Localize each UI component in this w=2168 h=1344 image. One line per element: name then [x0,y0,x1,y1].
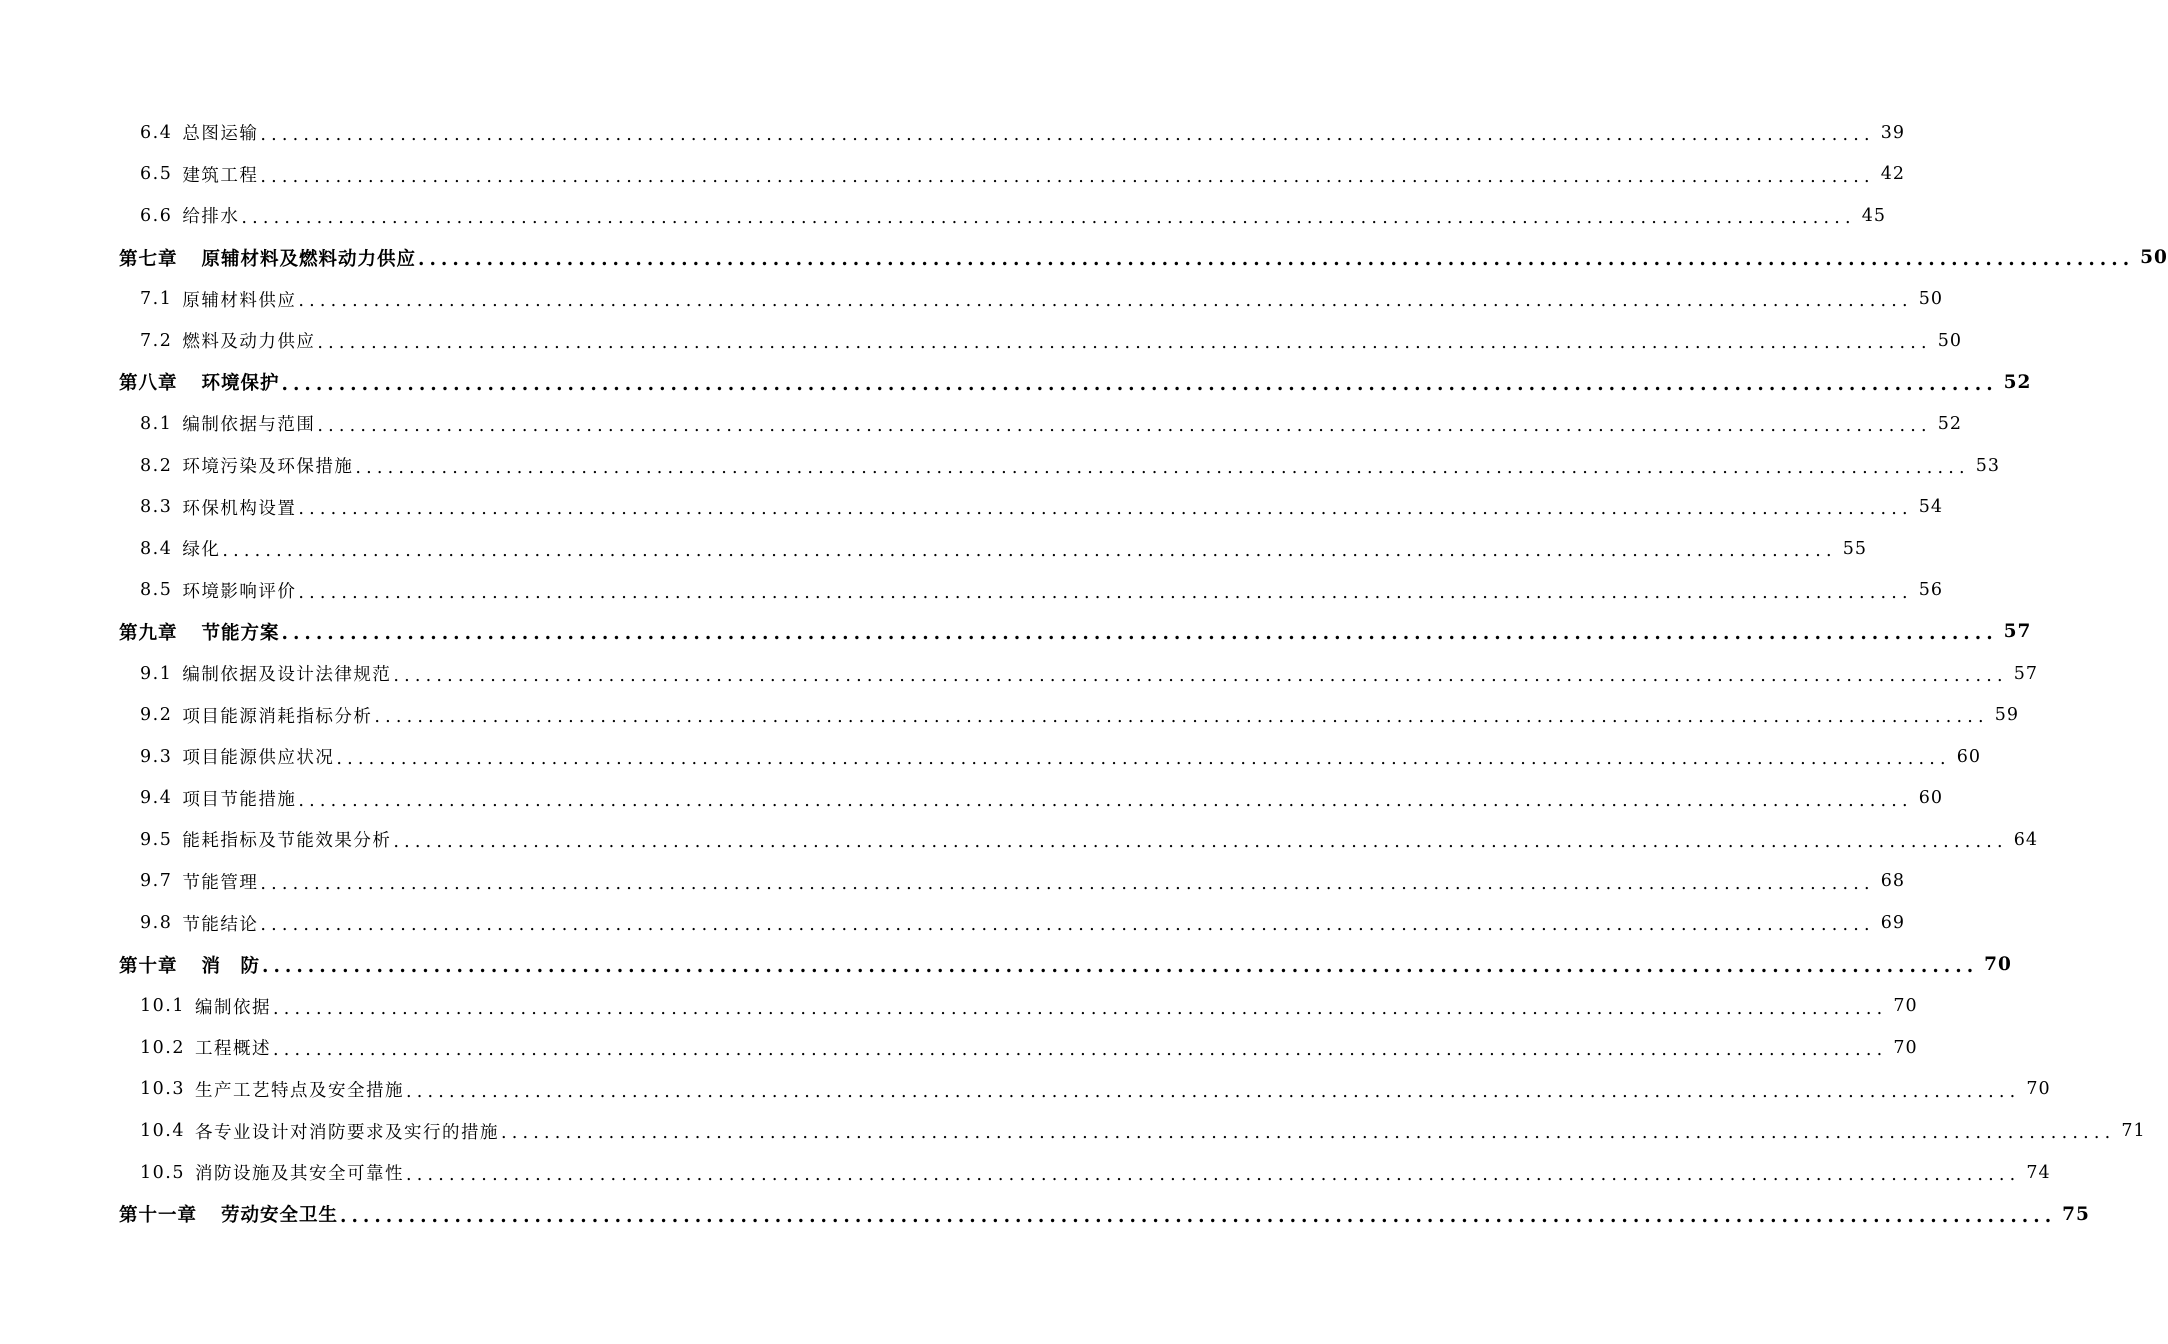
toc-entry-title: 工程概述 [194,1039,271,1060]
toc-section-entry[interactable] [0,736,1982,778]
toc-dot-leader: ...................................................................................................................................................... [298,790,1913,811]
toc-entry-number: 第九章 [119,622,178,644]
toc-entry-page: 70 [1984,954,2012,976]
toc-section-entry[interactable] [0,902,1906,944]
toc-dot-leader: ...................................................................................................................................................... [262,955,1979,977]
toc-entry-number: 10.5 [140,1162,185,1183]
toc-entry-number: 9.1 [140,663,173,684]
toc-section-entry[interactable] [0,1152,2051,1194]
toc-entry-number: 7.2 [140,330,173,351]
toc-chapter-entry[interactable] [0,611,2032,653]
toc-entry-page: 57 [2013,663,2039,684]
toc-entry-page: 50 [1937,330,1963,351]
toc-entry-title: 绿化 [182,540,221,561]
toc-entry-title: 建筑工程 [182,165,259,186]
toc-entry-number: 9.2 [140,705,173,726]
toc-dot-leader: ...................................................................................................................................................... [272,998,1888,1019]
toc-entry-page: 68 [1880,871,1906,892]
toc-dot-leader: ...................................................................................................................................................... [500,1123,2116,1144]
toc-entry-page: 75 [2062,1203,2090,1225]
toc-section-entry[interactable] [0,1027,1918,1069]
toc-section-entry[interactable] [0,528,1868,570]
toc-entry-number: 6.5 [140,164,173,185]
toc-dot-leader: ...................................................................................................................................................... [393,832,2008,853]
toc-chapter-entry[interactable] [0,944,2012,986]
toc-entry-page: 52 [2003,371,2032,393]
toc-dot-leader: ...................................................................................................................................................... [317,333,1932,354]
toc-dot-leader: ...................................................................................................................................................... [418,248,2135,270]
toc-entry-number: 10.3 [140,1079,185,1100]
toc-entry-title: 节能结论 [182,914,259,935]
toc-chapter-entry[interactable] [0,362,2032,404]
toc-chapter-entry[interactable] [0,1193,2090,1235]
toc-entry-page: 50 [2140,247,2168,269]
toc-entry-title: 原辅材料供应 [182,290,297,311]
toc-entry-number: 8.4 [140,538,173,559]
toc-entry-page: 54 [1918,497,1944,518]
toc-section-entry[interactable] [0,445,2001,487]
toc-entry-page: 60 [1918,788,1944,809]
toc-entry-number: 第十章 [119,955,178,977]
toc-entry-page: 50 [1918,289,1944,310]
toc-entry-number: 9.7 [140,871,173,892]
toc-entry-title: 能耗指标及节能效果分析 [182,831,392,852]
toc-entry-title: 环境影响评价 [182,581,297,602]
toc-dot-leader: ...................................................................................................................................................... [374,707,1989,728]
toc-entry-number: 8.1 [140,413,173,434]
toc-entry-page: 52 [1937,413,1963,434]
toc-section-entry[interactable] [0,112,1906,154]
toc-entry-number: 8.5 [140,580,173,601]
table-of-contents [0,112,2168,1235]
toc-entry-number: 8.3 [140,497,173,518]
toc-dot-leader: ...................................................................................................................................................... [317,416,1932,437]
toc-dot-leader: ...................................................................................................................................................... [260,166,1875,187]
toc-entry-page: 55 [1842,538,1868,559]
toc-section-entry[interactable] [0,570,1944,612]
toc-entry-number: 第七章 [119,248,178,270]
toc-dot-leader: ...................................................................................................................................................... [405,1081,2021,1102]
toc-entry-title: 项目能源供应状况 [182,748,335,769]
toc-section-entry[interactable] [0,1069,2051,1111]
toc-dot-leader: ...................................................................................................................................................... [340,1205,2057,1227]
toc-entry-title: 项目节能措施 [182,789,297,810]
toc-entry-title: 节能方案 [201,622,280,644]
toc-section-entry[interactable] [0,154,1906,196]
toc-section-entry[interactable] [0,819,2039,861]
toc-entry-title: 各专业设计对消防要求及实行的措施 [194,1122,499,1143]
toc-entry-title: 节能管理 [182,872,259,893]
toc-entry-page: 45 [1861,205,1887,226]
toc-entry-title: 编制依据 [194,997,271,1018]
toc-dot-leader: ...................................................................................................................................................... [281,373,1998,395]
toc-entry-page: 57 [2003,621,2032,643]
toc-entry-page: 56 [1918,580,1944,601]
toc-entry-page: 64 [2013,829,2039,850]
toc-section-entry[interactable] [0,861,1906,903]
toc-section-entry[interactable] [0,653,2039,695]
toc-entry-page: 53 [1975,455,2001,476]
toc-chapter-entry[interactable] [0,237,2168,279]
toc-entry-number: 9.5 [140,829,173,850]
toc-entry-title: 环境污染及环保措施 [182,457,354,478]
toc-entry-number: 第八章 [119,373,178,395]
toc-entry-page: 70 [2026,1079,2051,1100]
toc-entry-number: 9.3 [140,746,173,767]
toc-dot-leader: ...................................................................................................................................................... [298,499,1913,520]
toc-entry-number: 6.4 [140,122,173,143]
toc-dot-leader: ...................................................................................................................................................... [241,208,1856,229]
toc-section-entry[interactable] [0,778,1944,820]
toc-dot-leader: ...................................................................................................................................................... [405,1164,2021,1185]
toc-entry-page: 60 [1956,746,1982,767]
toc-entry-title: 生产工艺特点及安全措施 [194,1080,404,1101]
toc-section-entry[interactable] [0,486,1944,528]
toc-entry-page: 42 [1880,164,1906,185]
toc-entry-title: 环保机构设置 [182,498,297,519]
toc-section-entry[interactable] [0,278,1944,320]
toc-dot-leader: ...................................................................................................................................................... [272,1040,1888,1061]
toc-entry-number: 7.1 [140,289,173,310]
toc-dot-leader: ...................................................................................................................................................... [260,125,1875,146]
toc-entry-page: 70 [1893,996,1918,1017]
toc-entry-title: 消防设施及其安全可靠性 [194,1164,404,1185]
toc-entry-number: 9.4 [140,788,173,809]
toc-section-entry[interactable] [0,403,1963,445]
toc-dot-leader: ...................................................................................................................................................... [393,665,2008,686]
toc-entry-title: 环境保护 [201,373,280,395]
toc-entry-page: 74 [2026,1162,2051,1183]
toc-section-entry[interactable] [0,195,1887,237]
toc-entry-page: 71 [2121,1121,2146,1142]
toc-dot-leader: ...................................................................................................................................................... [260,873,1875,894]
toc-entry-title: 消 防 [201,955,261,977]
toc-entry-title: 劳动安全卫生 [221,1205,339,1227]
toc-entry-number: 10.4 [140,1121,185,1142]
toc-entry-title: 编制依据与范围 [182,415,316,436]
toc-entry-title: 项目能源消耗指标分析 [182,706,373,727]
toc-section-entry[interactable] [0,694,2020,736]
toc-dot-leader: ...................................................................................................................................................... [298,582,1913,603]
toc-entry-number: 10.1 [140,996,185,1017]
toc-entry-page: 39 [1880,122,1906,143]
toc-entry-number: 10.2 [140,1037,185,1058]
toc-dot-leader: ...................................................................................................................................................... [298,291,1913,312]
toc-entry-title: 原辅材料及燃料动力供应 [201,248,417,270]
toc-section-entry[interactable] [0,320,1963,362]
toc-entry-title: 燃料及动力供应 [182,332,316,353]
toc-section-entry[interactable] [0,985,1918,1027]
toc-entry-title: 总图运输 [182,124,259,145]
toc-entry-title: 给排水 [182,207,240,228]
toc-dot-leader: ...................................................................................................................................................... [281,623,1998,645]
toc-section-entry[interactable] [0,1110,2146,1152]
toc-entry-page: 59 [1994,705,2020,726]
toc-dot-leader: ...................................................................................................................................................... [355,457,1970,478]
toc-dot-leader: ...................................................................................................................................................... [336,749,1951,769]
toc-entry-page: 69 [1880,913,1906,934]
toc-dot-leader: ...................................................................................................................................................... [260,915,1875,936]
toc-entry-number: 9.8 [140,913,173,934]
toc-entry-page: 70 [1893,1037,1918,1058]
toc-entry-title: 编制依据及设计法律规范 [182,665,392,686]
toc-entry-number: 6.6 [140,205,173,226]
toc-entry-number: 第十一章 [119,1205,198,1227]
toc-entry-number: 8.2 [140,455,173,476]
toc-dot-leader: ...................................................................................................................................................... [222,541,1837,562]
